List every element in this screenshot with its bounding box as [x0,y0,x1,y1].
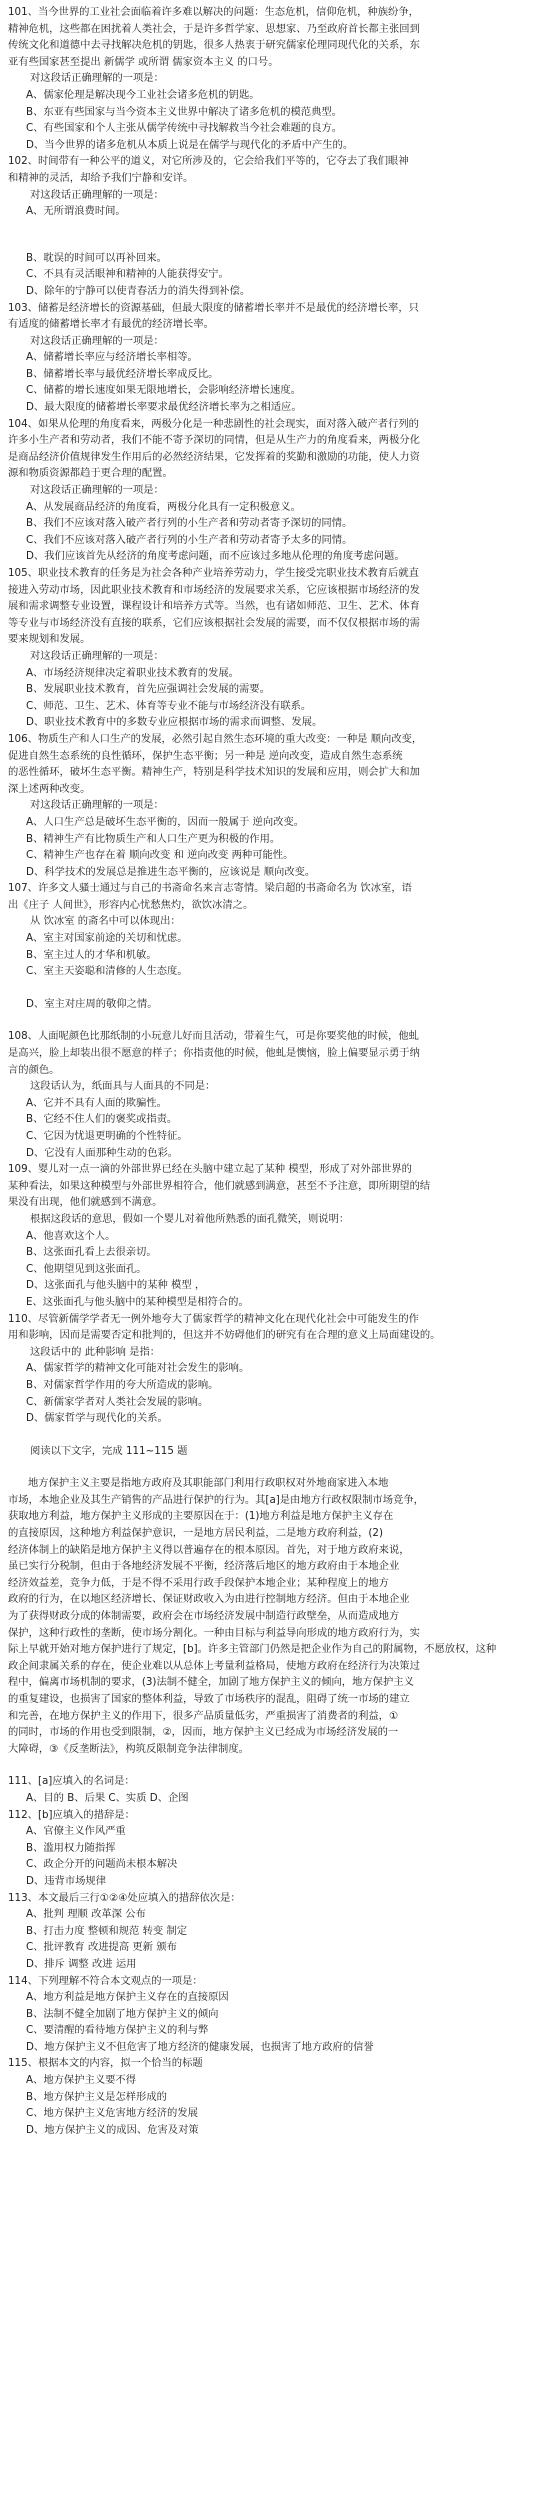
q112-option-b[interactable]: B、滥用权力随指挥 [26,1841,116,1854]
q103-option-d[interactable]: D、最大限度的储蓄增长率要求最优经济增长率为之相适应。 [26,401,302,414]
q108-option-a[interactable]: A、它并不具有人面的欺骗性。 [26,1096,167,1109]
blank-space [8,1427,552,1443]
passage-line-17: 大障碍，③《反垄断法》，构筑反限制竞争法律制度。 [8,1742,249,1755]
q107-option-c[interactable]: C、室主天姿聪和清修的人生态度。 [26,965,188,978]
passage-line-9: 为了获得财政分成的体制需要，政府会在市场经济发展中制造行政壁垒，从而造成地方 [8,1610,400,1623]
q108-option-b[interactable]: B、它经不住人们的褒奖或指责。 [26,1113,178,1126]
q101-option-c[interactable]: C、有些国家和个人主张从儒学传统中寻找解救当今社会难题的良方。 [26,122,343,135]
passage-line-1: 地方保护主义主要是指地方政府及其职能部门利用行政职权对外地商家进入本地 [28,1477,389,1490]
q108-stem-1: 108、人面呢颜色比那纸制的小玩意儿好而且活动，带着生气，可是你要奖他的时候，他虬 [8,1030,419,1043]
q112-option-d[interactable]: D、违背市场规律 [26,1874,107,1887]
blank-space [8,220,552,250]
q108-option-d[interactable]: D、它没有人面那种生动的色彩。 [26,1146,179,1159]
blank-space [8,1012,552,1028]
q105-option-c[interactable]: C、师范、卫生、艺术、体育等专业不能与市场经济没有联系。 [26,699,312,712]
q102-option-d[interactable]: D、除年的宁静可以使青春活力的消失得到补偿。 [26,284,251,297]
blank-space [8,1757,552,1773]
q105-stem-4: 等专业与市场经济没有直接的联系，它们应该根据社会发展的需要，而不仅仅根据市场的需 [8,616,420,629]
q111-options[interactable]: A、目的 B、后果 C、实质 D、企图 [26,1791,189,1804]
passage-line-7: 经济效益差，竞争力低，于是不得不采用行政手段保护本地企业；某种程度上的地方 [8,1576,389,1589]
passage-line-14: 的重复建设，也损害了国家的整体利益，导致了市场秩序的混乱，阻碍了统一市场的建立 [8,1693,410,1705]
q109-stem-3: 果没有出现，他们就感到不满意。 [8,1196,163,1209]
q115-stem: 115、根据本文的内容，拟一个恰当的标题 [8,2057,203,2070]
q103-stem-1: 103、储蓄是经济增长的资源基础，但最大限度的储蓄增长率并不是最优的经济增长率，只 [8,301,419,314]
q106-option-d[interactable]: D、科学技术的发展总是推进生态平衡的，应该说是 顺向改变。 [26,865,316,878]
passage-line-12: 政企间隶属关系的存在，使企业难以从总体上考量利益格局，使地方政府在经济行为决策过 [8,1659,420,1672]
passage-line-6: 虽已实行分税制，但由于各地经济发展不平衡，经济落后地区的地方政府由于本地企业 [8,1560,400,1573]
q106-stem-4: 深上述两种改变。 [8,782,91,795]
q106-option-b[interactable]: B、精神生产有比物质生产和人口生产更为积极的作用。 [26,832,281,845]
q112-stem: 112、[b]应填入的措辞是： [8,1808,135,1821]
q115-option-d[interactable]: D、地方保护主义的成因、危害及对策 [26,2123,199,2136]
q109-stem-2: 某种看法，如果这种模型与外部世界相符合，他们就感到满意，甚至不予注意，即所期望的结 [8,1179,431,1192]
q104-stem-3: 是商品经济价值规律发生作用后的必然经济结果，它发挥着的奖勤和激励的功能，使人力资 [8,450,420,463]
q101-stem-4: 亚有些国家甚至提出 新儒学 或所谓 儒家资本主义 的口号。 [8,55,279,68]
q115-option-c[interactable]: C、地方保护主义危害地方经济的发展 [26,2107,198,2120]
blank-space [8,980,552,996]
q114-option-b[interactable]: B、法制不健全加剧了地方保护主义的倾向 [26,2007,219,2020]
q106-stem-2: 促进自然生态系统的良性循环，保护生态平衡；另一种是 逆向改变，造成自然生态系统 [8,749,403,762]
q114-option-a[interactable]: A、地方利益是地方保护主义存在的直接原因 [26,1991,229,2004]
q101-option-a[interactable]: A、儒家伦理是解决现今工业社会诸多危机的钥匙。 [26,88,260,101]
q102-stem-2: 和精神的灵活，却给予我们宁静和安详。 [8,171,194,184]
q102-option-a[interactable]: A、无所谓浪费时间。 [26,205,126,218]
blank-space [8,1459,552,1475]
q108-stem-3: 言的颜色。 [8,1063,60,1076]
passage-line-16: 的同时，市场的作用也受到限制，②，因而，地方保护主义已经成为市场经济发展的一 [8,1726,399,1739]
passage-line-8: 政府的行为，在以地区经济增长、保证财政收入为由进行控制地方经济。但由于本地企业 [8,1593,410,1606]
passage-line-11: 际上早就开始对地方保护进行了规定，[b]。许多主管部门仍然是把企业作为自己的附属物，不愿放权，这种 [8,1643,497,1656]
q106-stem-1: 106、物质生产和人口生产的发展，必然引起自然生态环境的重大改变：一种是 顺向改变， [8,732,423,745]
q105-stem-5: 要来规划和发展。 [8,633,91,646]
q108-stem-2: 是高兴，脸上却装出很不愿意的样子；你指责他的时候，他虬是懊恼，脸上偏要显示勇于纳 [8,1047,420,1060]
q109-option-b[interactable]: B、这张面孔看上去很亲切。 [26,1246,157,1259]
q102-prompt: 对这段话正确理解的一项是： [30,188,164,201]
q109-option-d[interactable]: D、这张面孔与他头脑中的某种 模型 ， [26,1279,206,1292]
q115-option-b[interactable]: B、地方保护主义是怎样形成的 [26,2090,167,2103]
passage-line-15: 和完善，在地方保护主义的作用下，很多产品质量低劣，严重损害了消费者的利益，① [8,1709,399,1722]
q108-option-c[interactable]: C、它因为忧退更明确的个性特征。 [26,1130,188,1142]
q113-option-d[interactable]: D、排斥 调整 改进 运用 [26,1957,137,1970]
passage-line-5: 经济体制上的缺陷是地方保护主义得以普遍存在的根本原因。首先，对于地方政府来说， [8,1543,410,1556]
q109-option-e[interactable]: E、这张面孔与他头脑中的某种模型是相符合的。 [26,1295,249,1308]
q105-stem-3: 展和需求调整专业设置，课程设计和培养方式等。当然，也有诸如师范、卫生、艺术、体育 [8,600,420,613]
q115-option-a[interactable]: A、地方保护主义要不得 [26,2074,137,2087]
q103-option-b[interactable]: B、储蓄增长率与最优经济增长率成反比。 [26,367,219,380]
q108-prompt: 这段话认为，纸面具与人面具的不同是： [30,1080,216,1093]
q109-prompt: 根据这段话的意思，假如一个婴儿对着他所熟悉的面孔微笑，则说明： [30,1212,350,1225]
q106-prompt: 对这段话正确理解的一项是： [30,799,164,812]
q102-stem-1: 102、时间带有一种公平的道义，对它所涉及的，它会给我们平等的，它夺去了我们眼神 [8,155,409,168]
q104-prompt: 对这段话正确理解的一项是： [30,484,164,497]
q111-stem: 111、[a]应填入的名词是： [8,1775,135,1788]
q113-stem: 113、本文最后三行①②④处应填入的措辞依次是： [8,1891,241,1904]
q104-option-d[interactable]: D、我们应该首先从经济的角度考虑问题，而不应该过多地从伦理的角度考虑问题。 [26,550,405,563]
q113-option-c[interactable]: C、批评教育 改进提高 更新 颁布 [26,1941,177,1954]
q107-stem-1: 107、许多文人骚士通过与自己的书斋命名来言志寄情。梁启超的书斋命名为 饮冰室，语 [8,882,412,895]
q113-option-a[interactable]: A、批判 理顺 改革深 公布 [26,1908,146,1921]
q101-option-d[interactable]: D、当今世界的诸多危机从本质上说是在儒学与现代化的矛盾中产生的。 [26,138,354,151]
q114-option-c[interactable]: C、要清醒的看待地方保护主义的利与弊 [26,2024,209,2037]
q102-option-b[interactable]: B、耽误的时间可以再补回来。 [26,251,167,264]
q105-option-a[interactable]: A、市场经济规律决定着职业技术教育的发展。 [26,666,239,679]
q110-option-d[interactable]: D、儒家哲学与现代化的关系。 [26,1412,168,1425]
q101-stem-2: 精神危机，这些都在困扰着人类社会，于是许多哲学家、思想家、乃至政府首长都主张回到 [8,22,420,35]
q112-option-c[interactable]: C、政企分开的问题尚未根本解决 [26,1858,178,1871]
q110-option-c[interactable]: C、新儒家学者对人类社会发展的影响。 [26,1395,209,1408]
q101-stem-3: 传统文化和道德中去寻找解决危机的钥匙，很多人热衷于研究儒家伦理同现代化的关系，东 [8,39,420,52]
passage-heading: 阅读以下文字，完成 111~115 题 [30,1444,188,1457]
q104-stem-4: 源和物质资源都趋于更合理的配置。 [8,467,173,480]
q106-option-c[interactable]: C、精神生产也存在着 顺向改变 和 逆向改变 两种可能性。 [26,849,294,862]
q114-stem: 114、下列理解不符合本文观点的一项是： [8,1974,203,1987]
q105-option-d[interactable]: D、职业技术教育中的多数专业应根据市场的需求而调整、发展。 [26,716,323,729]
passage-line-2: 市场，本地企业及其生产销售的产品进行保护的行为。其[a]是由地方行政权限制市场竞争， [8,1493,424,1506]
q107-option-a[interactable]: A、室主对国家前途的关切和忧虑。 [26,932,188,945]
q104-option-c[interactable]: C、我们不应该对落入破产者行列的小生产者和劳动者寄予太多的同情。 [26,533,353,546]
q113-option-b[interactable]: B、打击力度 整顿和规范 转变 制定 [26,1924,188,1937]
q109-option-c[interactable]: C、他期望见到这张面孔。 [26,1262,147,1275]
q104-option-b[interactable]: B、我们不应该对落入破产者行列的小生产者和劳动者寄予深切的同情。 [26,517,353,530]
q103-option-a[interactable]: A、储蓄增长率应与经济增长率相等。 [26,351,198,364]
q104-stem-1: 104、如果从伦理的角度看来，两极分化是一种悲剧性的社会现实，面对落入破产者行列的 [8,417,419,430]
q101-stem-1: 101、当今世界的工业社会面临着许多难以解决的问题：生态危机，信仰危机，种族纷争， [8,6,419,18]
q101-prompt: 对这段话正确理解的一项是： [30,72,164,85]
q103-stem-2: 有适度的储蓄增长率才有最优的经济增长率。 [8,318,214,331]
q103-prompt: 对这段话正确理解的一项是： [30,334,164,347]
q103-option-c[interactable]: C、储蓄的增长速度如果无限地增长，会影响经济增长速度。 [26,384,301,397]
q105-option-b[interactable]: B、发展职业技术教育，首先应强调社会发展的需要。 [26,683,270,696]
q112-option-a[interactable]: A、官僚主义作风严重 [26,1825,126,1838]
q101-option-b[interactable]: B、东亚有些国家与当今资本主义世界中解决了诸多危机的模范典型。 [26,105,342,118]
q110-prompt: 这段话中的 此种影响 是指： [30,1345,161,1358]
q104-option-a[interactable]: A、从发展商品经济的角度看，两极分化具有一定积极意义。 [26,500,301,513]
q107-prompt: 从 饮冰室 的斋名中可以体现出： [30,915,181,928]
q109-option-a[interactable]: A、他喜欢这个人。 [26,1229,116,1242]
passage-line-3: 获取地方利益，地方保护主义形成的主要原因在于：(1)地方利益是地方保护主义存在 [8,1510,394,1523]
passage-line-10: 保护，这种行政性的垄断，使市场分割化。一种由目标与利益导向形成的地方政府行为，实 [8,1626,420,1639]
q110-option-a[interactable]: A、儒家哲学的精神文化可能对社会发生的影响。 [26,1362,250,1375]
q110-option-b[interactable]: B、对儒家哲学作用的夸大所造成的影响。 [26,1378,219,1391]
q109-stem-1: 109、婴儿对一点一滴的外部世界已经在头脑中建立起了某种 模型，形成了对外部世界的 [8,1163,412,1176]
passage-line-4: 的直接原因，这种地方利益保护意识，一是地方居民利益，二是地方政府利益，(2) [8,1527,383,1540]
q110-stem-1: 110、尽管新儒学学者无一例外地夸大了儒家哲学的精神文化在现代化社会中可能发生的作 [8,1312,419,1325]
q104-stem-2: 许多小生产者和劳动者，我们不能不寄予深切的同情，但是从生产力的角度看来，两极分化 [8,434,420,447]
q106-stem-3: 的恶性循环，破坏生态平衡。精神生产，特别是科学技术知识的发展和应用，则会扩大和加 [8,766,420,779]
q105-prompt: 对这段话正确理解的一项是： [30,649,164,662]
q106-option-a[interactable]: A、人口生产总是破坏生态平衡的，因而一般属于 逆向改变。 [26,815,305,828]
q110-stem-2: 用和影响，因而是需要否定和批判的，但这并不妨碍他们的研究有在合理的意义上局面建设的。 [8,1329,441,1342]
q102-option-c[interactable]: C、不具有灵活眼神和精神的人能获得安宁。 [26,268,229,281]
q107-stem-2: 出《庄子 人间世》，形容内心忧愁焦灼，欲饮冰清之。 [8,898,254,911]
passage-line-13: 程中，偏离市场机制的要求，(3)法制不健全，加剧了地方保护主义的倾向，地方保护主义 [8,1676,414,1689]
q107-option-d[interactable]: D、室主对庄周的敬仰之情。 [26,997,158,1010]
q107-option-b[interactable]: B、室主过人的才华和机敏。 [26,948,157,961]
q105-stem-2: 接进入劳动市场，因此职业技术教育和市场经济的发展要求关系，它应该根据市场经济的发 [8,583,420,596]
q114-option-d[interactable]: D、地方保护主义不但危害了地方经济的健康发展，也损害了地方政府的信誉 [26,2040,374,2053]
q105-stem-1: 105、职业技术教育的任务是为社会各种产业培养劳动力，学生接受完职业技术教育后就直 [8,567,419,579]
